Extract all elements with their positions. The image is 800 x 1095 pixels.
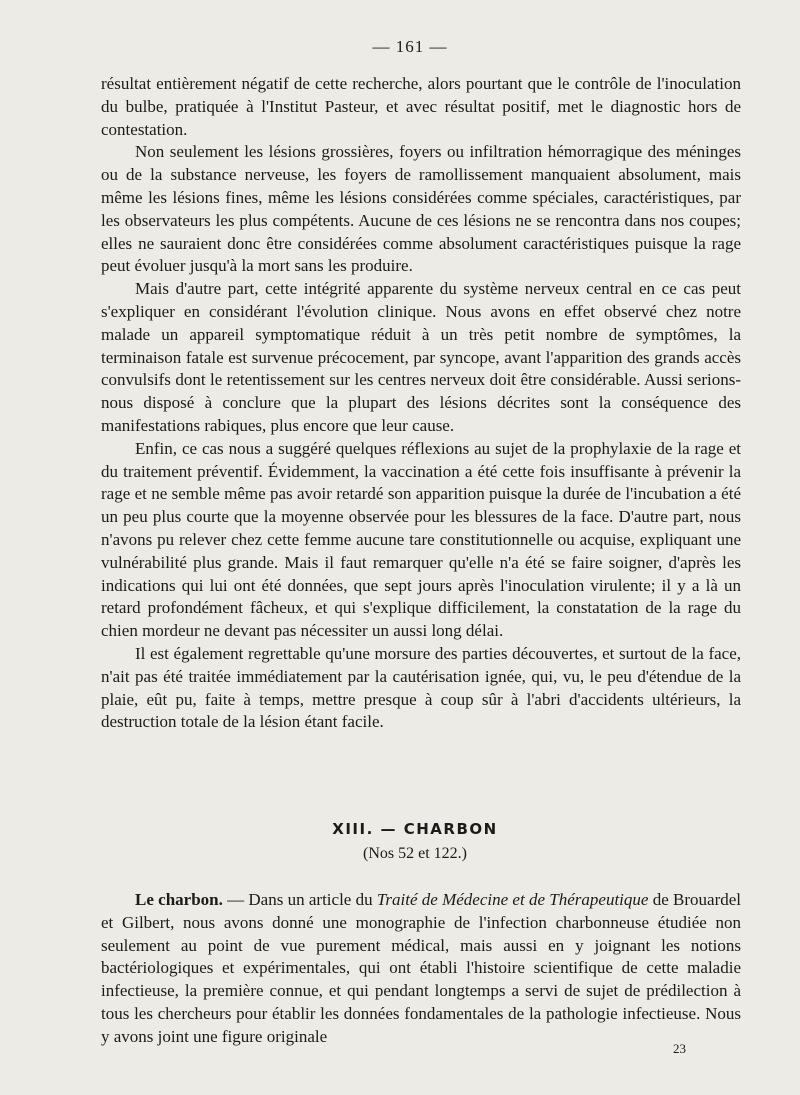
paragraph-3: Mais d'autre part, cette intégrité apparente du système nerveux central en ce cas peut s'expliquer en considérant l'évolution clinique. Nous avons en effet observé chez notre malade un appareil symptomatique réduit à un très petit nombre de symptômes, la terminaison fatale est survenue précocement, par syncope, avant l'apparition des grands accès convulsifs dont le retentissement sur les centres nerveux doit être considérable. Aussi serions-nous disposé à conclure que la plupart des lésions décrites sont la conséquence des manifestations rabiques, plus encore que leur cause. bbox=[101, 279, 741, 435]
run-in-heading: Le charbon. bbox=[135, 890, 223, 909]
paragraph-1: résultat entièrement négatif de cette recherche, alors pourtant que le contrôle de l'inoculation du bulbe, pratiquée à l'Institut Pasteur, et avec résultat positif, met le diagnostic hors de contestation. bbox=[101, 74, 741, 139]
signature-mark: 23 bbox=[673, 1041, 686, 1056]
paragraph-2: Non seulement les lésions grossières, foyers ou infiltration hémorragique des méninges ou de la substance nerveuse, les foyers de ramollissement manquaient absolument, mais même les lésions fines, même les lésions considérées comme spéciales, caractéristiques, par les observateurs les plus compétents. Aucune de ces lésions ne se rencontra dans nos coupes; elles ne sauraient donc être considérées comme absolument caractéristiques puisque la rage peut évoluer jusqu'à la mort sans les produire. bbox=[101, 142, 741, 276]
charbon-body: de Brouardel et Gilbert, nous avons donné une monographie de l'infection charbonneuse étudiée non seulement au point de vue purement médical, mais aussi en y joignant les notions bactériologiques et expérimentales, qui ont établi l'histoire scientifique de cette maladie infectieuse, la première connue, et qui pendant longtemps a servi de sujet de prédilection à tous les chercheurs pour établir les données fondamentales de la pathologie infectieuse. Nous y avons joint une figure originale bbox=[101, 890, 742, 1046]
paragraph-5: Il est également regrettable qu'une morsure des parties découvertes, et surtout de la face, n'ait pas été traitée immédiatement par la cautérisation ignée, qui, vu, le peu d'étendue de la plaie, eût pu, faite à temps, mettre presque à coup sûr à l'abri d'accidents ultérieurs, la destruction totale de la lésion étant facile. bbox=[101, 643, 741, 732]
charbon-paragraph bbox=[101, 889, 741, 1049]
charbon-intro: — Dans un article du bbox=[222, 890, 377, 909]
work-title: Traité de Médecine et de Thérapeutique bbox=[376, 890, 649, 909]
page-number: — 161 — bbox=[372, 37, 448, 56]
section-subtitle: (Nos 52 et 122.) bbox=[363, 845, 467, 862]
body-text bbox=[101, 73, 741, 734]
section-title: XIII. — CHARBON bbox=[332, 820, 498, 838]
paragraph-4: Enfin, ce cas nous a suggéré quelques réflexions au sujet de la prophylaxie de la rage et du traitement préventif. Évidemment, la vaccination a été cette fois insuffisante à prévenir la rage et ne semble même pas avoir retardé son apparition puisque la durée de l'incubation a été un peu plus courte que la moyenne observée pour les blessures de la face. D'autre part, nous n'avons pu relever chez cette femme aucune tare constitutionnelle ou acquise, expliquant une vulnérabilité plus grande. Mais il faut remarquer qu'elle n'a été se faire soigner, d'après les indications qui lui ont été données, que sept jours après l'inoculation virulente; il y a là un retard profondément fâcheux, et qui s'explique difficilement, la constatation de la rage du chien mordeur ne devant pas nécessiter un aussi long délai. bbox=[101, 438, 741, 641]
